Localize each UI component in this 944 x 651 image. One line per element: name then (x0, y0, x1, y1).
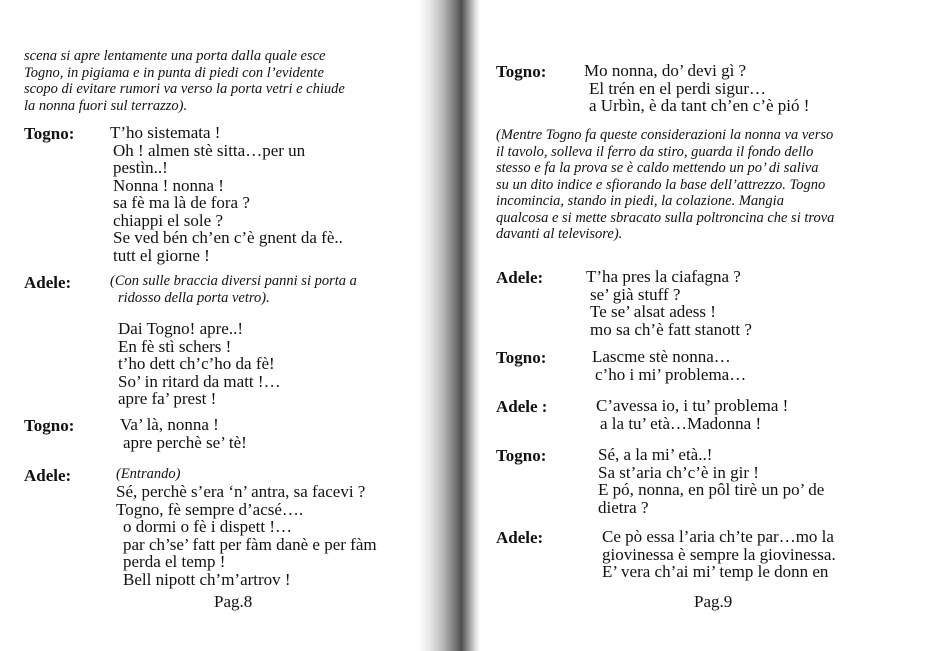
dialogue-line: Sé, perchè s’era ‘n’ antra, sa facevi ? (116, 482, 366, 501)
speaker-togno: Togno: (496, 348, 547, 367)
stage-direction: (Entrando) (116, 466, 181, 482)
speaker-adele: Adele: (496, 268, 544, 287)
speaker-adele: Adele: (24, 466, 72, 485)
stage-line: incomincia, stando in piedi, la colazione. Mangia (496, 193, 784, 209)
dialogue-block (110, 124, 343, 264)
dialogue-line: Lascme stè nonna… (592, 347, 731, 366)
dialogue-line: apre fa’ prest ! (118, 389, 217, 408)
dialogue-line: Mo nonna, do’ devi gì ? (584, 61, 747, 80)
dialogue-line: perda el temp ! (123, 552, 226, 571)
stage-line: Togno, in pigiama e in punta di piedi con l’evidente (24, 64, 324, 81)
stage-line: davanti al televisore). (496, 226, 623, 242)
dialogue-line: Oh ! almen stè sitta…per un (113, 140, 306, 160)
dialogue-line: E’ vera ch’ai mi’ temp le donn en (602, 562, 829, 581)
stage-direction (110, 273, 357, 306)
dialogue-line: dietra ? (598, 497, 649, 517)
stage-line: (Mentre Togno fa queste considerazioni la nonna va verso (496, 127, 834, 143)
dialogue-line: So’ in ritard da matt !… (118, 371, 281, 391)
dialogue-line: giovinessa è sempre la giovinessa. (602, 544, 836, 564)
dialogue-line: par ch’se’ fatt per fàm danè e per fàm (123, 534, 377, 554)
dialogue-block (116, 483, 377, 588)
dialogue-line: Dai Togno! apre..! (118, 319, 244, 338)
dialogue-line: tutt el giorne ! (113, 245, 210, 265)
page-number: Pag.9 (694, 592, 733, 611)
dialogue-block (602, 528, 836, 581)
dialogue-line: Bell nipott ch’m’artrov ! (123, 569, 291, 589)
dialogue-line: T’ha pres la ciafagna ? (586, 267, 741, 286)
dialogue-line: Se ved bén ch’en c’è gnent da fè.. (113, 228, 343, 247)
speaker-togno: Togno: (24, 416, 75, 435)
stage-line: qualcosa e si mette sbracato sulla poltroncina che si trova (496, 209, 835, 226)
dialogue-line: En fè stì schers ! (118, 336, 232, 356)
dialogue-line: a Urbìn, è da tant ch’en c’è pió ! (589, 96, 810, 115)
dialogue-line: El trén en el perdi sigur… (589, 78, 767, 98)
dialogue-line: sa fè ma là de fora ? (113, 193, 250, 212)
dialogue-line: Sé, a la mi’ età..! (598, 445, 713, 464)
stage-line: stesso e fa la prova se è caldo mettendo un po’ di saliva (496, 160, 819, 176)
dialogue-line: pestìn..! (113, 158, 168, 177)
dialogue-line: Togno, fè sempre d’acsé…. (116, 499, 304, 519)
dialogue-line: Te se’ alsat adess ! (590, 302, 716, 321)
left-page (0, 0, 430, 651)
dialogue-line: o dormi o fè i dispett !… (123, 517, 293, 536)
dialogue-block (598, 446, 824, 516)
stage-line: su un dito indice e sfiorando la base dell’attrezzo. Togno (496, 176, 826, 193)
dialogue-line: T’ho sistemata ! (110, 123, 221, 142)
dialogue-block (596, 397, 788, 432)
dialogue-block (120, 416, 247, 451)
speaker-togno: Togno: (24, 124, 75, 143)
dialogue-line: E pó, nonna, en pôl tirè un po’ de (598, 480, 825, 499)
dialogue-line: t’ho dett ch’c’ho da fè! (118, 354, 275, 373)
book-spine-shadow (418, 0, 480, 651)
stage-line: (Con sulle braccia diversi panni si porta a (110, 273, 357, 289)
stage-line: scopo di evitare rumori va verso la porta vetri e chiude (24, 81, 345, 97)
dialogue-line: se’ già stuff ? (590, 284, 681, 304)
dialogue-line: Ce pò essa l’aria ch’te par…mo la (602, 527, 834, 546)
dialogue-line: mo sa ch’è fatt stanott ? (590, 319, 752, 339)
stage-direction (496, 127, 834, 243)
intro-stage-direction (24, 48, 345, 114)
dialogue-line: Va’ là, nonna ! (120, 415, 219, 434)
stage-line: la nonna fuori sul terrazzo). (24, 97, 188, 114)
stage-line: scena si apre lentamente una porta dalla quale esce (24, 48, 326, 64)
speaker-togno: Togno: (496, 446, 547, 465)
stage-line: ridosso della porta vetro). (118, 289, 270, 306)
dialogue-block (586, 268, 752, 338)
dialogue-line: chiappi el sole ? (113, 210, 223, 230)
dialogue-line: C’avessa io, i tu’ problema ! (596, 396, 789, 415)
dialogue-line: c’ho i mi’ problema… (595, 364, 747, 384)
dialogue-line: a la tu’ età…Madonna ! (600, 413, 762, 433)
speaker-togno: Togno: (496, 62, 547, 81)
page-number: Pag.8 (214, 592, 253, 611)
dialogue-line: Nonna ! nonna ! (113, 175, 224, 195)
dialogue-block (118, 320, 281, 408)
speaker-adele: Adele: (24, 273, 72, 292)
speaker-adele: Adele: (496, 528, 544, 547)
dialogue-line: Sa st’aria ch’c’è in gir ! (598, 462, 759, 482)
stage-line: il tavolo, solleva il ferro da stiro, guarda il fondo dello (496, 143, 814, 160)
dialogue-line: apre perchè se’ tè! (123, 432, 247, 452)
dialogue-block (592, 348, 746, 383)
right-page (470, 0, 944, 651)
speaker-adele: Adele : (496, 397, 548, 416)
dialogue-block (584, 62, 809, 115)
